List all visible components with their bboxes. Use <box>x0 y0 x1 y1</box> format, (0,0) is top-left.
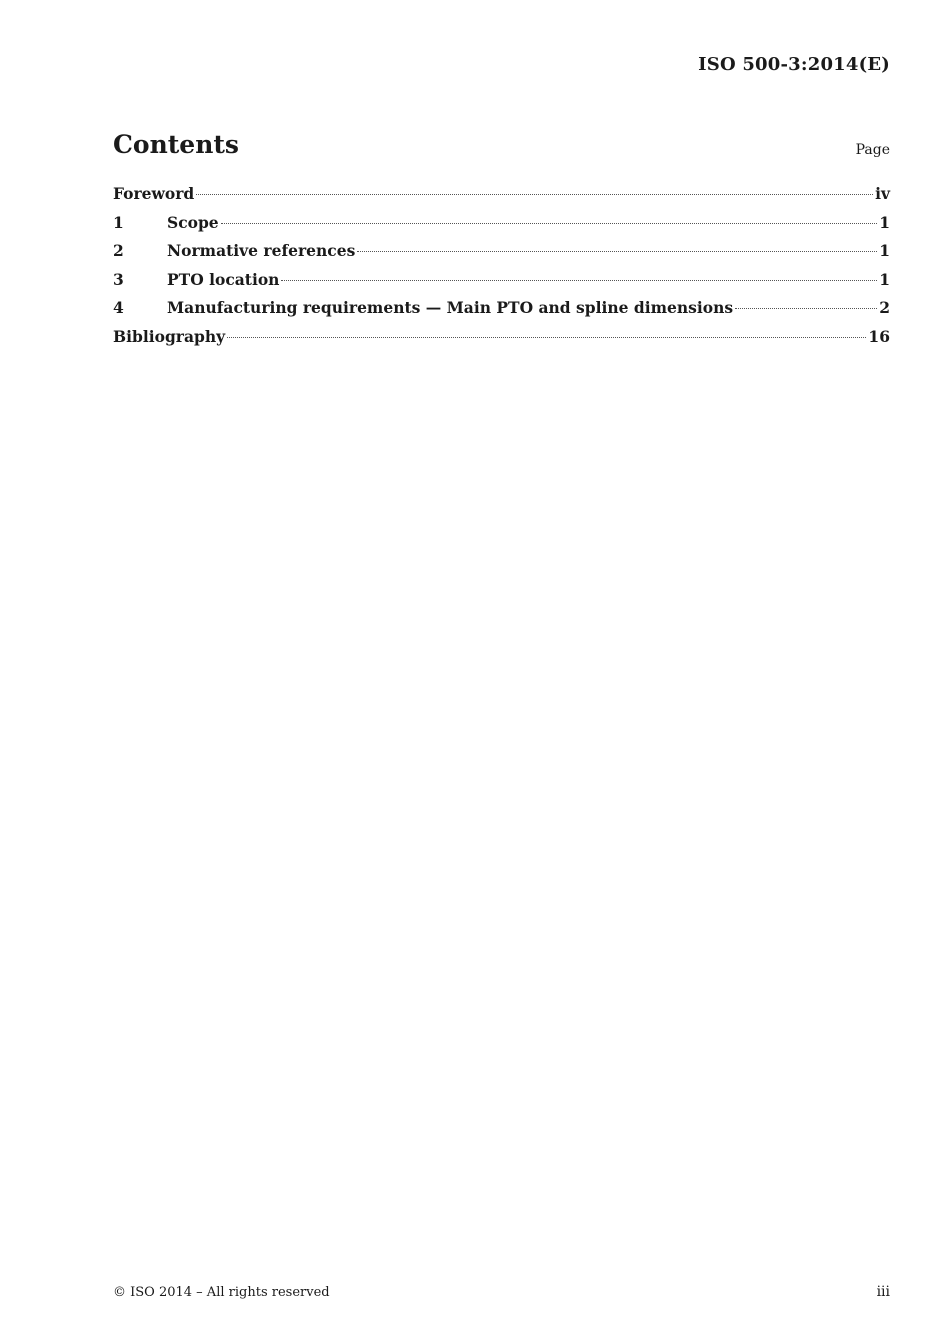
dot-leader <box>196 194 873 195</box>
toc-entry-normative-references[interactable] <box>113 241 890 270</box>
toc-entry-number: 4 <box>113 298 124 318</box>
contents-header <box>113 130 890 164</box>
toc-entry-page: 1 <box>879 269 890 289</box>
toc-entry-manufacturing-requirements[interactable] <box>113 298 890 327</box>
dot-leader <box>221 223 878 224</box>
toc-entry-page: 16 <box>868 326 890 346</box>
toc-entry-title: Scope <box>167 212 219 232</box>
footer-copyright: © ISO 2014 – All rights reserved <box>113 1285 330 1300</box>
toc-entry-number: 3 <box>113 269 124 289</box>
toc-entry-title: Normative references <box>167 241 356 261</box>
toc-entry-number: 1 <box>113 212 124 232</box>
toc-entry-page: iv <box>875 184 890 203</box>
toc-entry-bibliography[interactable] <box>113 327 890 356</box>
toc-entry-pto-location[interactable] <box>113 270 890 299</box>
document-id: ISO 500-3:2014(E) <box>698 54 890 75</box>
toc-entry-title: Foreword <box>113 184 195 203</box>
toc-entry-foreword[interactable] <box>113 184 890 213</box>
footer-page-number: iii <box>876 1284 890 1300</box>
toc-entry-page: 1 <box>879 241 890 261</box>
toc-entry-number: 2 <box>113 241 124 261</box>
toc-entry-page: 2 <box>879 298 890 318</box>
dot-leader <box>281 280 877 281</box>
toc-entry-title: Manufacturing requirements — Main PTO and spline dimensions <box>167 298 734 318</box>
page-column-label: Page <box>855 142 890 158</box>
toc-entry-title: PTO location <box>167 269 280 289</box>
dot-leader <box>735 308 877 309</box>
table-of-contents <box>113 184 890 356</box>
dot-leader <box>227 337 866 338</box>
toc-entry-page: 1 <box>879 212 890 232</box>
dot-leader <box>357 251 877 252</box>
toc-entry-title: Bibliography <box>113 326 226 346</box>
contents-title: Contents <box>113 130 240 159</box>
toc-entry-scope[interactable] <box>113 213 890 242</box>
